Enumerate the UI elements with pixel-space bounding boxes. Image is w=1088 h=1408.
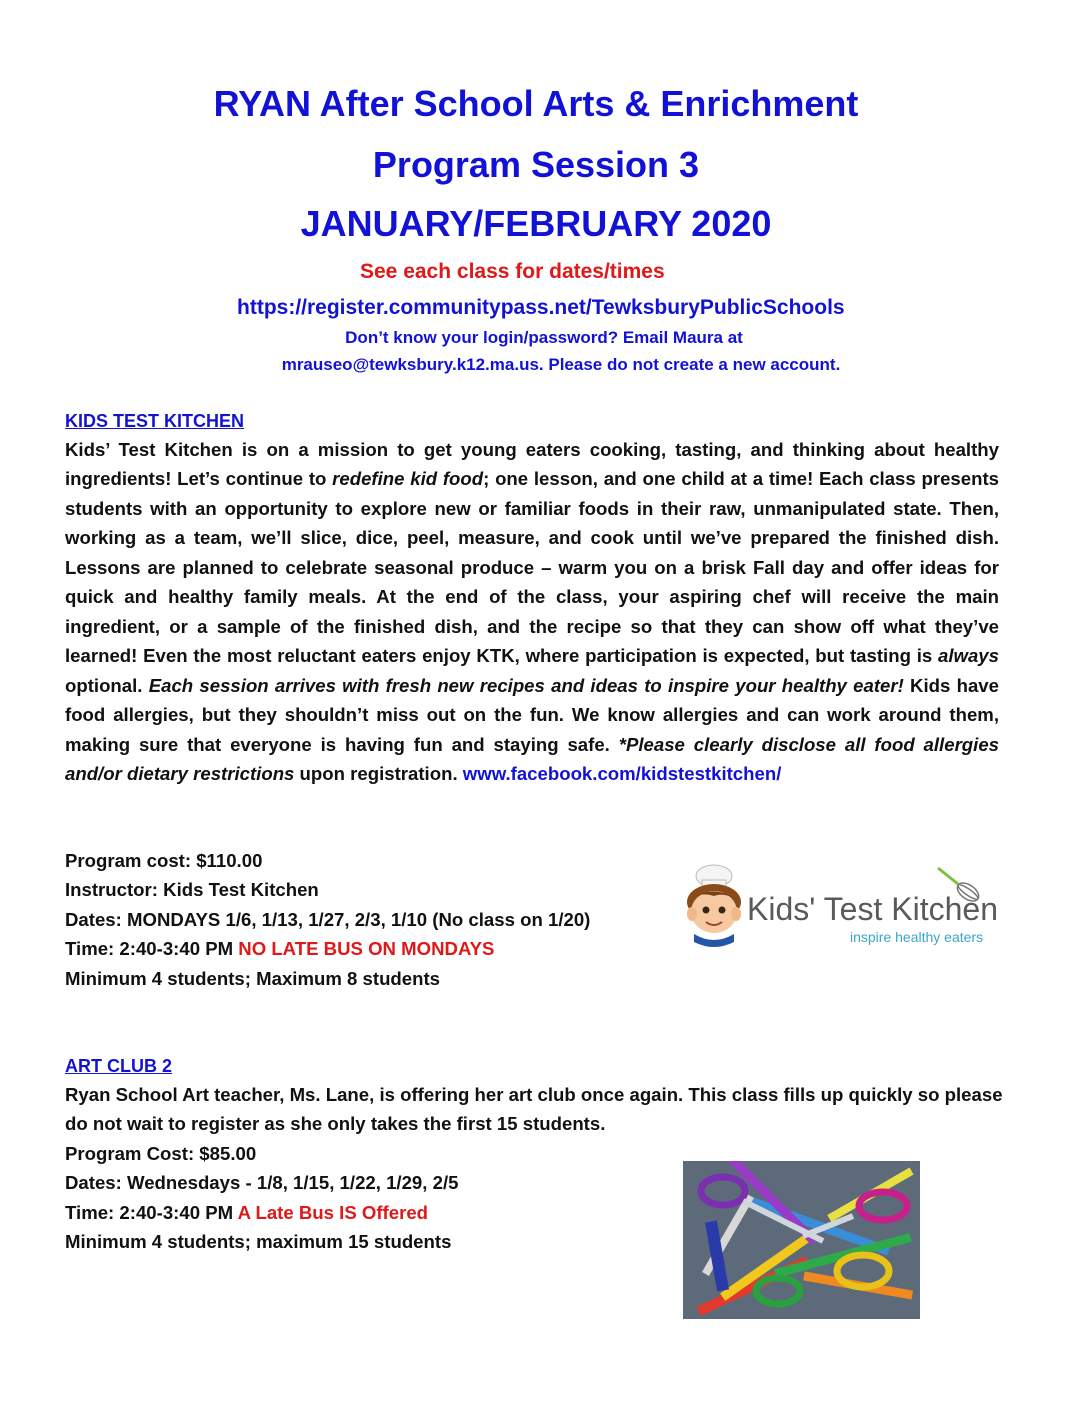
dates-times-note: See each class for dates/times (360, 260, 665, 283)
title-line-1: RYAN After School Arts & Enrichment (213, 83, 859, 124)
class-capacity: Minimum 4 students; maximum 15 students (65, 1231, 452, 1253)
facebook-link[interactable]: www.facebook.com/kidstestkitchen/ (462, 762, 782, 784)
class-time-value: Time: 2:40-3:40 PM (65, 1201, 238, 1223)
art-supplies-photo (683, 1161, 920, 1319)
class-time (65, 934, 625, 963)
late-bus-warning: NO LATE BUS ON MONDAYS (238, 938, 495, 960)
class-dates: Dates: Wednesdays - 1/8, 1/15, 1/22, 1/29, 2/5 (65, 1172, 459, 1194)
kids-test-kitchen-details (65, 846, 625, 993)
kids-test-kitchen-logo (680, 862, 1000, 952)
art-club-details (65, 1139, 665, 1257)
art-club-description: Ryan School Art teacher, Ms. Lane, is offering her art club once again. This class fills up quickly so please do not wait to register as she only takes the first 15 students. (65, 1084, 1003, 1135)
desc-part-2: ; one lesson, and one child at a time! Each class presents students with an opportunity to explore new or familiar foods in their raw, unmanipulated state. Then, working as a team, we’ll slice, dice, peel, measure, and cook until we’ve prepared the finished dish. Lessons are planned to celebrate seasonal produce – warm you on a brisk Fall day and offer ideas for quick and healthy family meals. At the end of the class, your aspiring chef will receive the main ingredient, or a sample of the finished dish, and the recipe so that they can show off what they’ve learned! Even the most reluctant eaters enjoy KTK, where participation is expected, but tasting is (65, 468, 999, 667)
desc-part-4: Kids have food allergies, but they shouldn’t miss out on the fun. We know allergies and can work around them, making sure that everyone is having fun and staying safe. (65, 674, 999, 755)
registration-link[interactable]: https://register.communitypass.net/TewksburyPublicSchools (237, 296, 845, 319)
program-cost: Program Cost: $85.00 (65, 1143, 257, 1164)
desc-italic-2: always (938, 645, 999, 667)
late-bus-offered: A Late Bus IS Offered (237, 1201, 429, 1223)
art-club-heading[interactable]: ART CLUB 2 (65, 1056, 172, 1076)
class-capacity: Minimum 4 students; Maximum 8 students (65, 967, 441, 989)
desc-part-3: optional. (65, 674, 149, 696)
scissors-crayons-icon (683, 1161, 920, 1319)
login-help-line-2: mrauseo@tewksbury.k12.ma.us. Please do not create a new account. (281, 355, 841, 374)
logo-tagline: inspire healthy eaters (850, 929, 984, 945)
class-dates: Dates: MONDAYS 1/6, 1/13, 1/27, 2/3, 1/10 (No class on 1/20) (65, 908, 591, 930)
instructor: Instructor: Kids Test Kitchen (65, 879, 319, 901)
title-line-2: Program Session 3 (372, 144, 700, 185)
kids-test-kitchen-description (65, 435, 999, 788)
desc-italic-4: *Please clearly disclose all food allergies and/or dietary restrictions (65, 733, 1000, 784)
kids-test-kitchen-heading[interactable]: KIDS TEST KITCHEN (65, 411, 245, 431)
class-time (65, 1198, 665, 1227)
logo-text: Kids' Test Kitchen (747, 891, 998, 927)
desc-italic-1: redefine kid food (332, 468, 484, 490)
login-help-line-1: Don’t know your login/password? Email Maura at (345, 328, 743, 347)
program-cost: Program cost: $110.00 (65, 850, 263, 871)
desc-italic-3: Each session arrives with fresh new recipes and ideas to inspire your healthy eater! (148, 674, 904, 696)
chef-boy-icon (680, 862, 1000, 952)
class-time-value: Time: 2:40-3:40 PM (65, 938, 239, 960)
desc-part-5: upon registration. (294, 762, 458, 784)
desc-part-1: Kids’ Test Kitchen is on a mission to get young eaters cooking, tasting, and thinking about healthy ingredients! Let’s continue to (65, 439, 999, 490)
title-line-3: JANUARY/FEBRUARY 2020 (300, 203, 772, 244)
